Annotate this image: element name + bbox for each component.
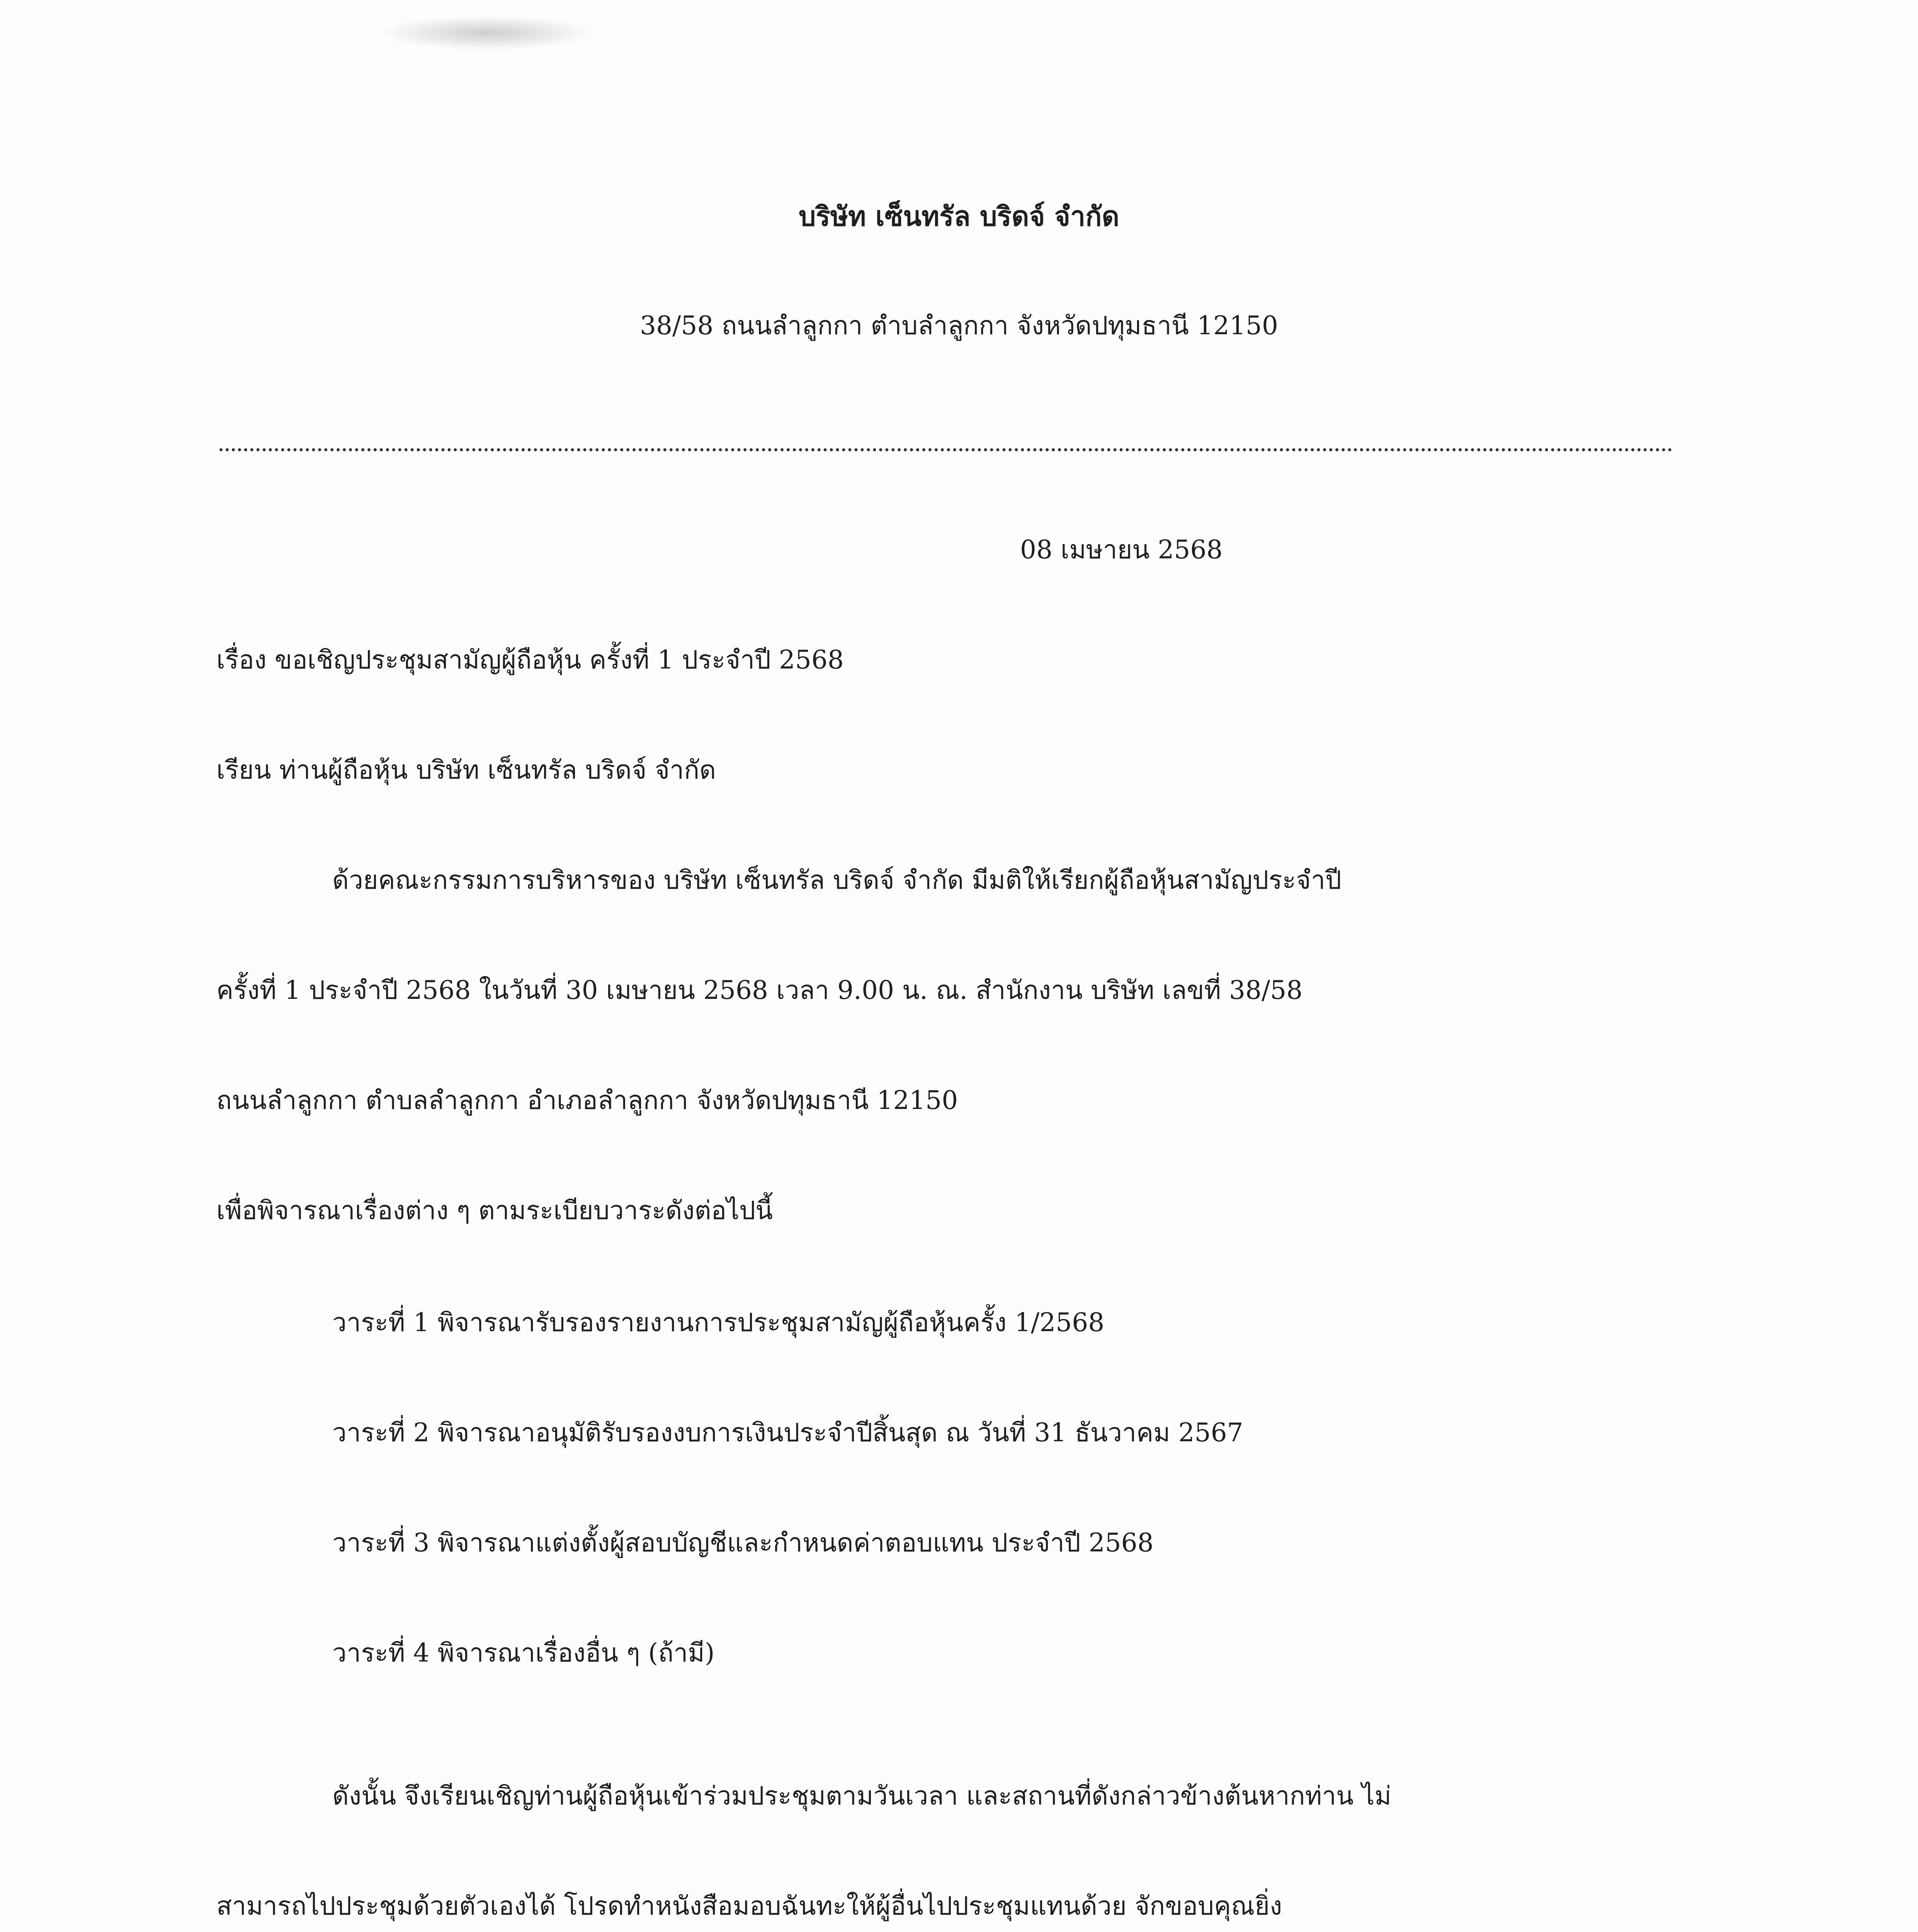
body-line: ด้วยคณะกรรมการบริหารของ บริษัท เซ็นทรัล บริดจ์ จำกัด มีมติให้เรียกผู้ถือหุ้นสามัญประจำปี xyxy=(332,865,1342,895)
agenda-item: วาระที่ 2 พิจารณาอนุมัติรับรองงบการเงินประจำปีสิ้นสุด ณ วันที่ 31 ธันวาคม 2567 xyxy=(332,1418,1243,1447)
body-line: ถนนลำลูกกา ตำบลลำลูกกา อำเภอลำลูกกา จังหวัดปทุมธานี 12150 xyxy=(216,1085,958,1115)
letter-subject: เรื่อง ขอเชิญประชุมสามัญผู้ถือหุ้น ครั้งที่ 1 ประจำปี 2568 xyxy=(216,645,844,675)
company-address: 38/58 ถนนลำลูกกา ตำบลำลูกกา จังหวัดปทุมธานี 12150 xyxy=(640,311,1278,340)
scan-smudge xyxy=(379,15,595,50)
agenda-item: วาระที่ 4 พิจารณาเรื่องอื่น ๆ (ถ้ามี) xyxy=(332,1638,715,1668)
body-line: ครั้งที่ 1 ประจำปี 2568 ในวันที่ 30 เมษายน 2568 เวลา 9.00 น. ณ. สำนักงาน บริษัท เลขที่ 38/58 xyxy=(216,975,1303,1005)
letter-date: 08 เมษายน 2568 xyxy=(1020,535,1223,565)
dotted-separator xyxy=(219,448,1672,451)
closing-line: สามารถไปประชุมด้วยตัวเองได้ โปรดทำหนังสือมอบฉันทะให้ผู้อื่นไปประชุมแทนด้วย จักขอบคุณยิ่ง xyxy=(216,1891,1282,1921)
agenda-item: วาระที่ 3 พิจารณาแต่งตั้งผู้สอบบัญชีและกำหนดค่าตอบแทน ประจำปี 2568 xyxy=(332,1528,1154,1558)
agenda-item: วาระที่ 1 พิจารณารับรองรายงานการประชุมสามัญผู้ถือหุ้นครั้ง 1/2568 xyxy=(332,1308,1105,1337)
body-line: เพื่อพิจารณาเรื่องต่าง ๆ ตามระเบียบวาระดังต่อไปนี้ xyxy=(216,1196,773,1225)
company-name: บริษัท เซ็นทรัล บริดจ์ จำกัด xyxy=(798,200,1120,232)
letter-recipient: เรียน ท่านผู้ถือหุ้น บริษัท เซ็นทรัล บริดจ์ จำกัด xyxy=(216,755,716,785)
closing-line: ดังนั้น จึงเรียนเชิญท่านผู้ถือหุ้นเข้าร่วมประชุมตามวันเวลา และสถานที่ดังกล่าวข้างต้นหากท่าน ไม่ xyxy=(332,1781,1391,1811)
